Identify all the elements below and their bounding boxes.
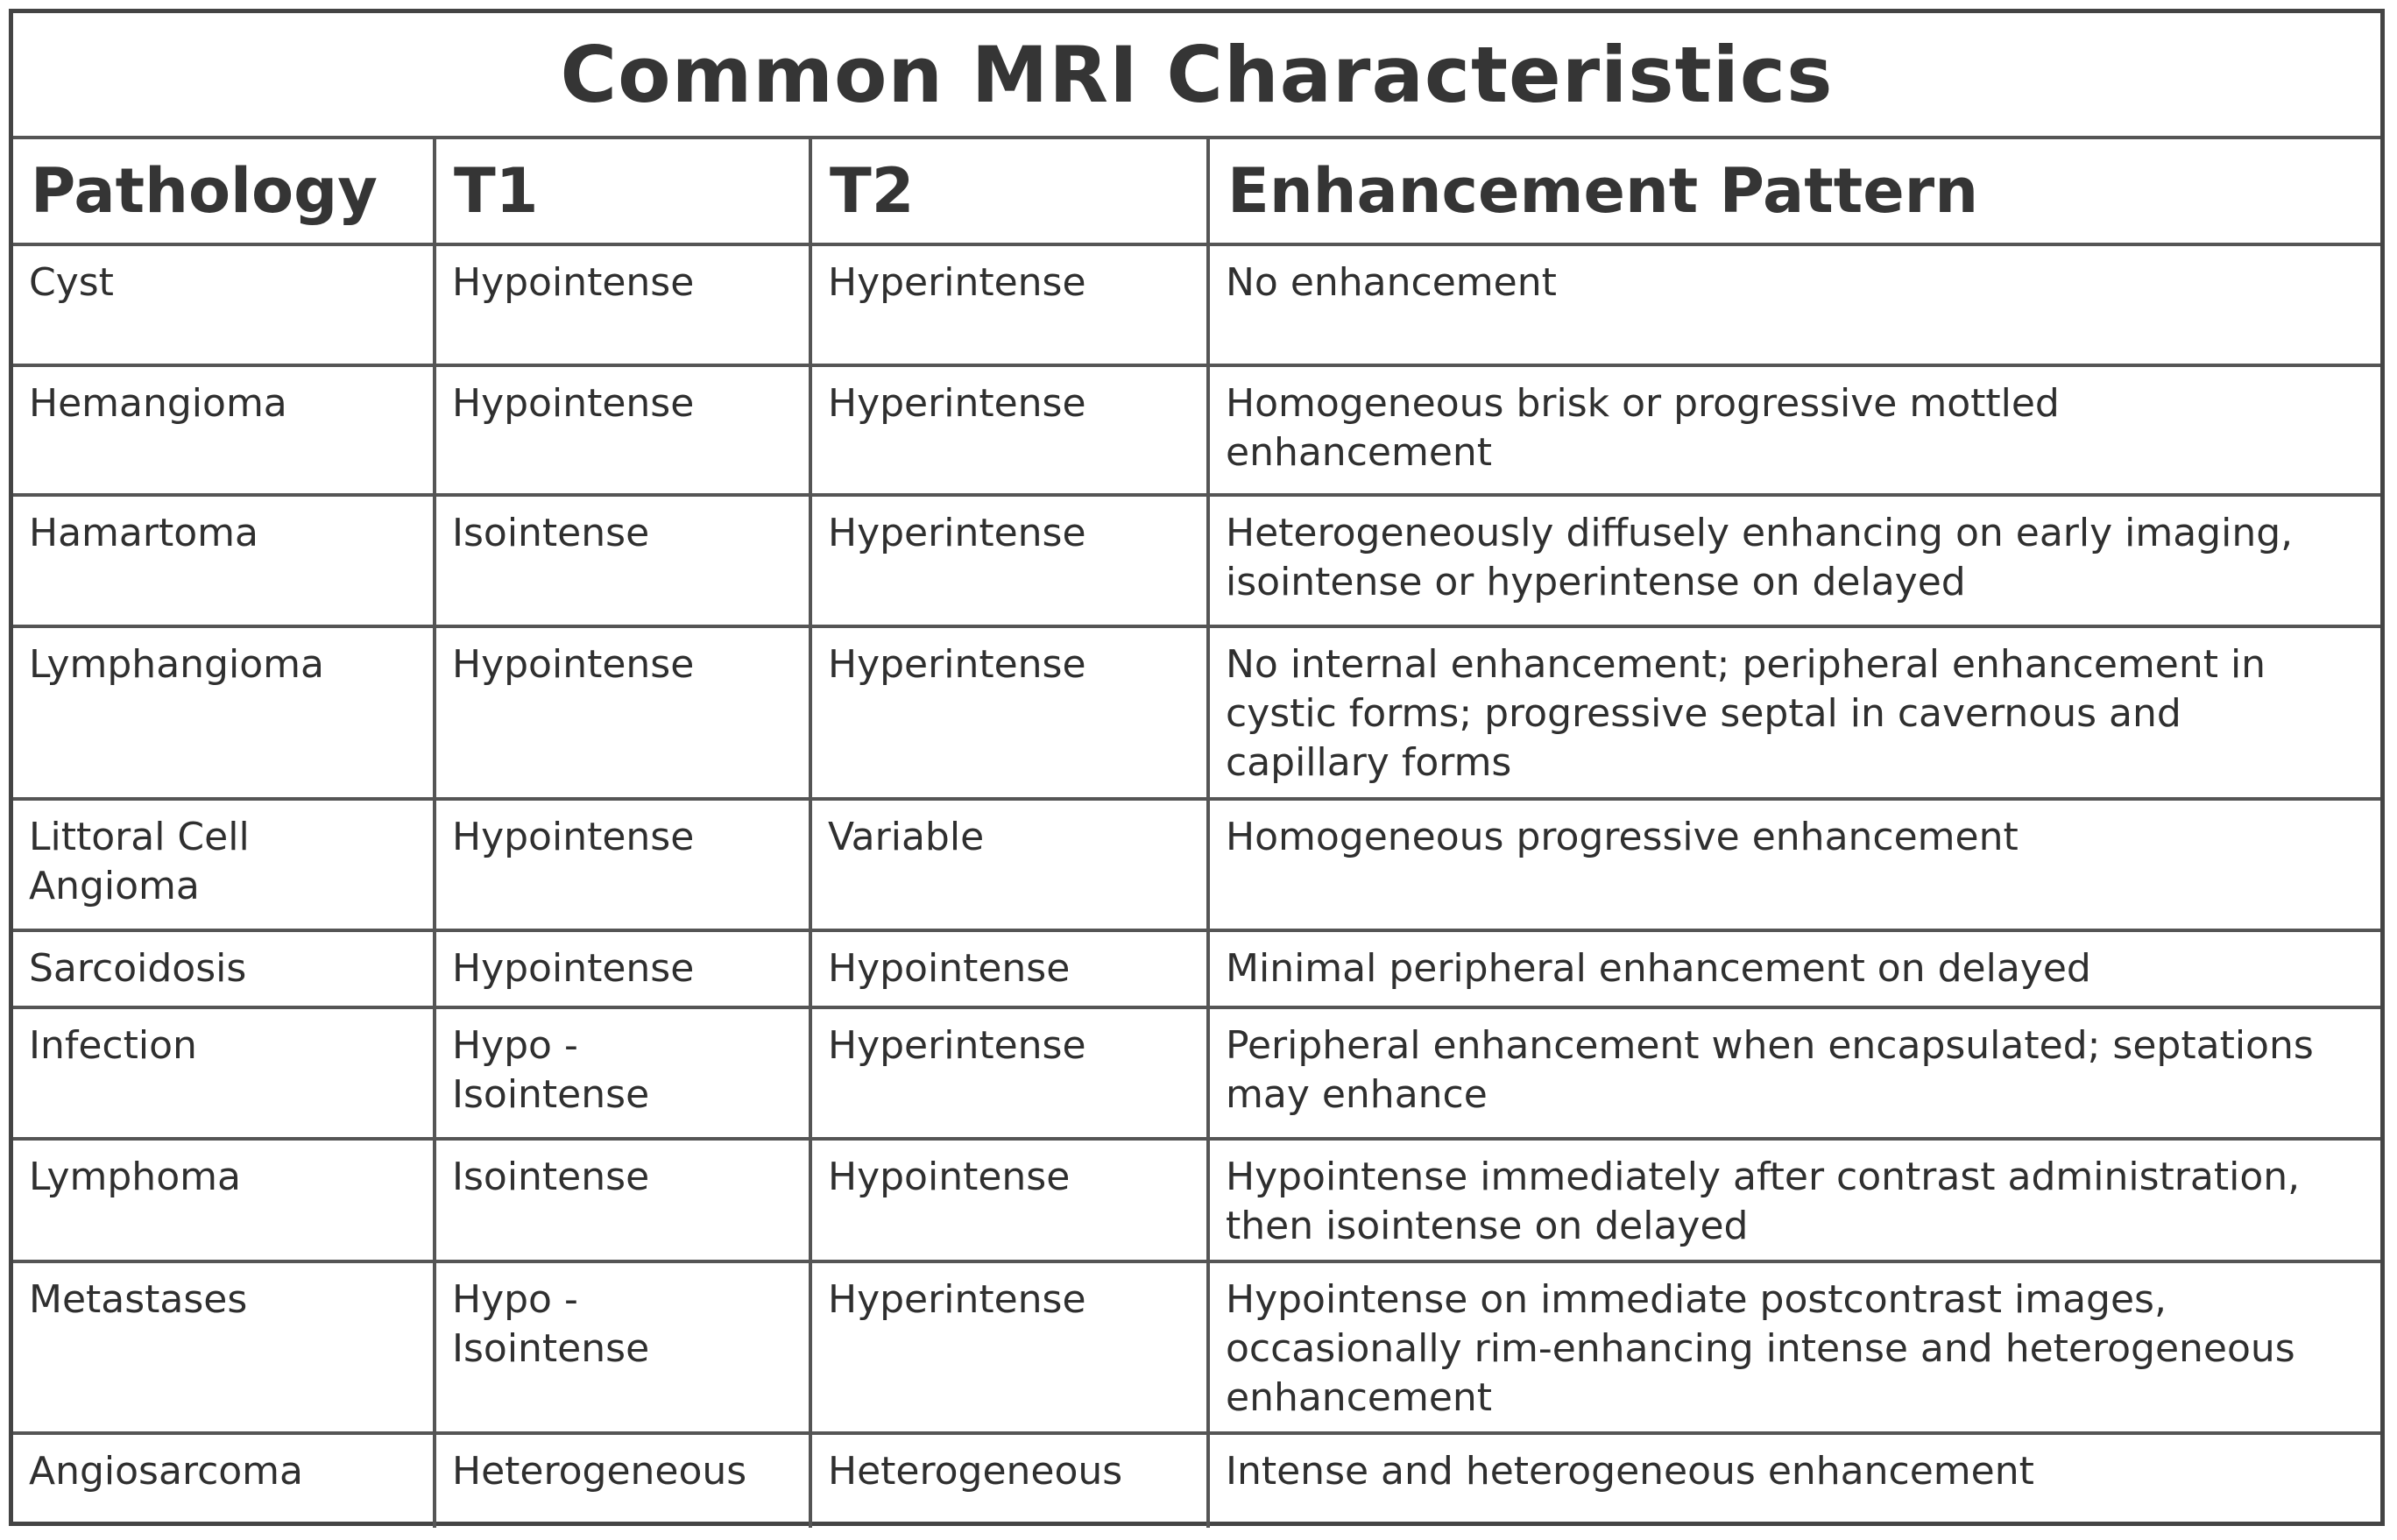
header-row	[13, 138, 2380, 244]
t1-cell: Hypo - Isointense	[435, 1007, 810, 1139]
enhancement-cell: Hypointense immediately after contrast administration, then isointense on delayed	[1208, 1139, 2380, 1261]
t1-cell: Hypointense	[435, 930, 810, 1007]
enhancement-cell: Homogeneous brisk or progressive mottled enhancement	[1208, 365, 2380, 495]
enhancement-cell: Homogeneous progressive enhancement	[1208, 799, 2380, 930]
table-row	[13, 1139, 2380, 1261]
t1-cell: Isointense	[435, 495, 810, 626]
table-row	[13, 244, 2380, 365]
enhancement-cell: Minimal peripheral enhancement on delayed	[1208, 930, 2380, 1007]
pathology-cell: Angiosarcoma	[13, 1433, 435, 1528]
t1-cell: Hypointense	[435, 365, 810, 495]
pathology-cell: Hemangioma	[13, 365, 435, 495]
table-row	[13, 626, 2380, 799]
pathology-cell: Sarcoidosis	[13, 930, 435, 1007]
t2-cell: Variable	[810, 799, 1208, 930]
enhancement-cell: No internal enhancement; peripheral enhancement in cystic forms; progressive septal in cavernous and capillary forms	[1208, 626, 2380, 799]
table-row	[13, 1261, 2380, 1433]
table-grid	[13, 13, 2380, 1528]
pathology-cell: Littoral Cell Angioma	[13, 799, 435, 930]
mri-characteristics-table	[9, 9, 2385, 1526]
enhancement-cell: Peripheral enhancement when encapsulated; septations may enhance	[1208, 1007, 2380, 1139]
pathology-cell: Hamartoma	[13, 495, 435, 626]
table-row	[13, 1007, 2380, 1139]
pathology-cell: Infection	[13, 1007, 435, 1139]
t2-cell: Hyperintense	[810, 1261, 1208, 1433]
t2-cell: Hyperintense	[810, 244, 1208, 365]
t1-cell: Heterogeneous	[435, 1433, 810, 1528]
table-row	[13, 799, 2380, 930]
header-t2: T2	[810, 138, 1208, 244]
table-row	[13, 365, 2380, 495]
t1-cell: Isointense	[435, 1139, 810, 1261]
enhancement-cell: Hypointense on immediate postcontrast images, occasionally rim-enhancing intense and heterogeneous enhancement	[1208, 1261, 2380, 1433]
t2-cell: Heterogeneous	[810, 1433, 1208, 1528]
table-row	[13, 1433, 2380, 1528]
header-enhancement-pattern: Enhancement Pattern	[1208, 138, 2380, 244]
t1-cell: Hypo - Isointense	[435, 1261, 810, 1433]
header-t1: T1	[435, 138, 810, 244]
table-title: Common MRI Characteristics	[13, 13, 2380, 138]
t1-cell: Hypointense	[435, 244, 810, 365]
t1-cell: Hypointense	[435, 799, 810, 930]
t2-cell: Hypointense	[810, 930, 1208, 1007]
enhancement-cell: No enhancement	[1208, 244, 2380, 365]
enhancement-cell: Intense and heterogeneous enhancement	[1226, 1449, 2034, 1494]
enhancement-cell: Heterogeneously diffusely enhancing on early imaging, isointense or hyperintense on delayed	[1208, 495, 2380, 626]
t2-cell: Hyperintense	[810, 626, 1208, 799]
t2-cell: Hyperintense	[810, 365, 1208, 495]
t1-cell: Hypointense	[435, 626, 810, 799]
pathology-cell: Lymphoma	[13, 1139, 435, 1261]
pathology-cell: Lymphangioma	[13, 626, 435, 799]
t2-cell: Hyperintense	[810, 495, 1208, 626]
t2-cell: Hyperintense	[810, 1007, 1208, 1139]
t2-cell: Hypointense	[810, 1139, 1208, 1261]
table-row	[13, 495, 2380, 626]
header-pathology: Pathology	[13, 138, 435, 244]
table-row	[13, 930, 2380, 1007]
pathology-cell: Metastases	[13, 1261, 435, 1433]
pathology-cell: Cyst	[13, 244, 435, 365]
